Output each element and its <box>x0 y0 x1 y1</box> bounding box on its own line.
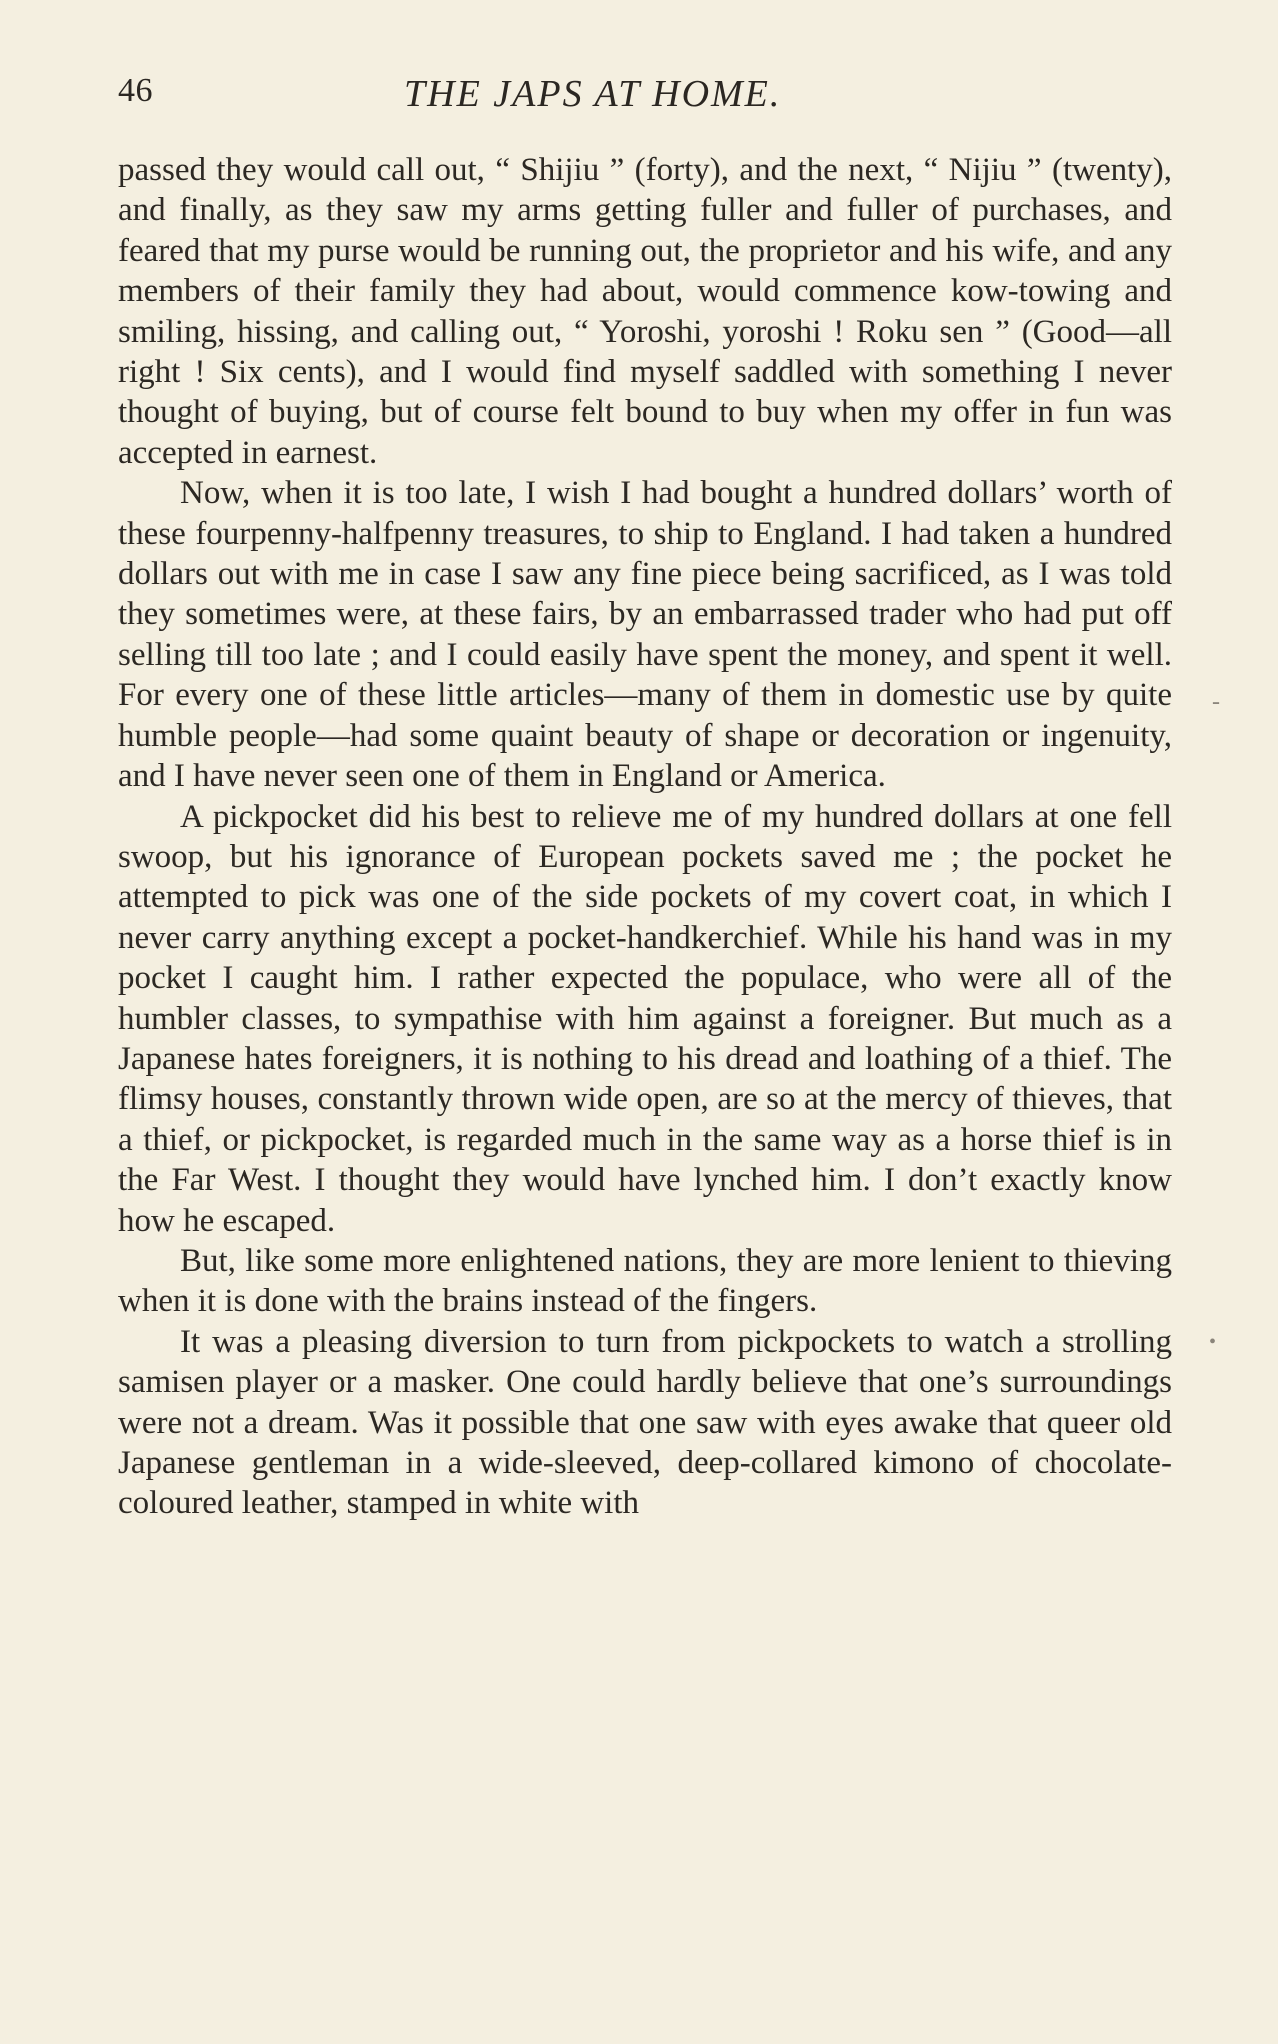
margin-dash-mark: - <box>1212 689 1220 715</box>
paragraph-2: Now, when it is too late, I wish I had bought a hundred dollars’ worth of these fourpenny-halfpenny treasures, to ship to England. I had taken a hundred dollars out with me in case I saw any fine piece being sacrificed, as I was told they sometimes were, at these fairs, by an embarrassed trader who had put off selling till too late ; and I could easily have spent the money, and spent it well. For every one of these little articles—many of them in domestic use by quite humble people—had some quaint beauty of shape or decoration or ingenuity, and I have never seen one of them in England or America. <box>118 475 1172 795</box>
margin-dot-mark: • <box>1209 1331 1217 1353</box>
running-head <box>118 70 1170 120</box>
paragraph-1: passed they would call out, “ Shijiu ” (forty), and the next, “ Nijiu ” (twenty), and finally, as they saw my arms getting fuller and fuller of purchases, and feared that my purse would be running out, the proprietor and his wife, and any members of their family they had about, would commence kow-towing and smiling, hissing, and calling out, “ Yoroshi, yoroshi ! Roku sen ” (Good—all right ! Six cents), and I would find myself saddled with something I never thought of buying, but of course felt bound to buy when my offer in fun was accepted in earnest. <box>118 152 1172 471</box>
main-text <box>118 150 1172 1524</box>
paragraph-3: A pickpocket did his best to relieve me of my hundred dollars at one fell swoop, but his ignorance of European pockets saved me ; the pocket he attempted to pick was one of the side pockets of my covert coat, in which I never carry anything except a pocket-handkerchief. While his hand was in my pocket I caught him. I rather expected the populace, who were all of the humbler classes, to sympathise with him against a foreigner. But much as a Japanese hates foreigners, it is nothing to his dread and loathing of a thief. The flimsy houses, constantly thrown wide open, are so at the mercy of thieves, that a thief, or pickpocket, is regarded much in the same way as a horse thief is in the Far West. I thought they would have lynched him. I don’t exactly know how he escaped. <box>118 798 1172 1239</box>
page-number: 46 <box>118 72 153 109</box>
paragraph-4: But, like some more enlightened nations, they are more lenient to thieving when it is done with the brains instead of the fingers. <box>118 1242 1172 1320</box>
book-title: THE JAPS AT HOME. <box>404 73 782 115</box>
paragraph-5: It was a pleasing diversion to turn from pickpockets to watch a strolling samisen player or a masker. One could hardly believe that one’s surroundings were not a dream. Was it possible that one saw with eyes awake that queer old Japanese gentleman in a wide-sleeved, deep-collared kimono of chocolate-coloured leather, stamped in white with <box>118 1323 1172 1522</box>
